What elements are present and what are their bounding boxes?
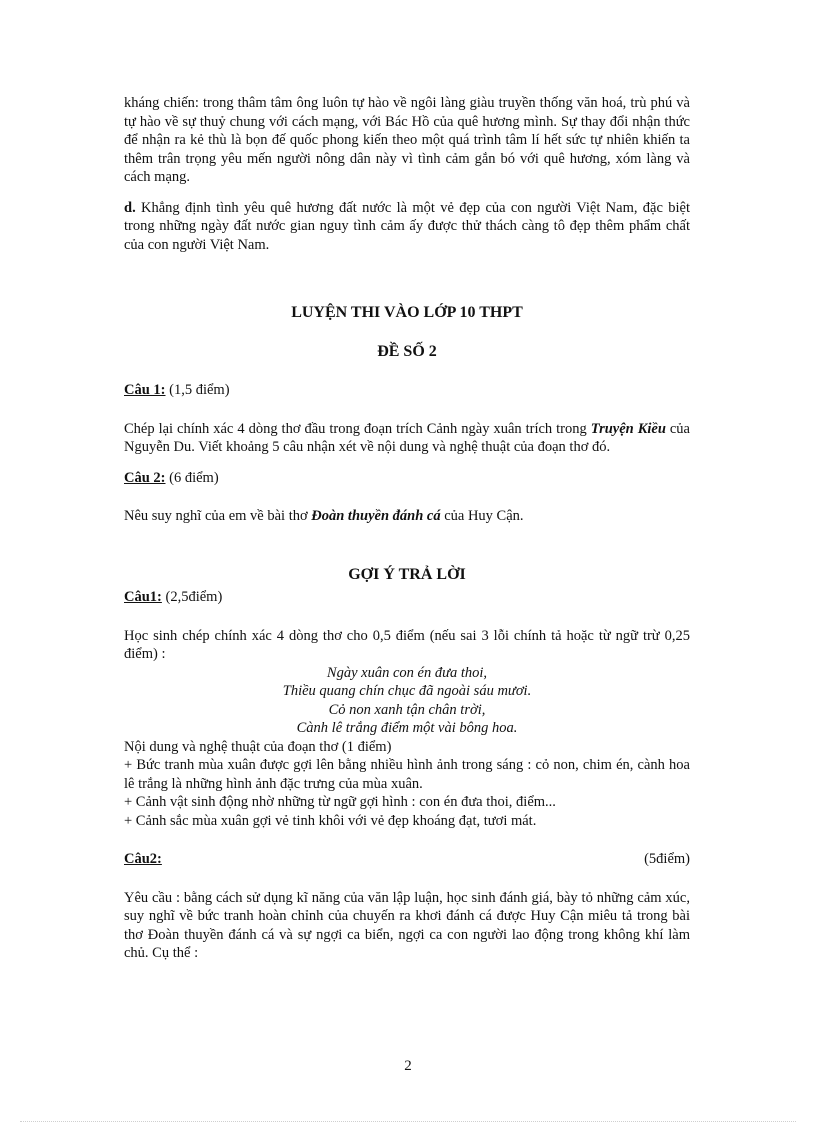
- question-1-text-b: của Nguyễn Du. Viết khoảng 5 câu nhận xét về nội dung và nghệ thuật của đoạn thơ đó.: [124, 420, 690, 455]
- question-1-points: (1,5 điểm): [165, 382, 230, 398]
- question-1-header: [124, 381, 690, 400]
- answer-1-label: Câu1:: [124, 589, 162, 605]
- poem-line: Thiều quang chín chục đã ngoài sáu mươi.: [282, 683, 532, 699]
- question-1-text-a: Chép lại chính xác 4 dòng thơ đầu trong đoạn trích Cảnh ngày xuân trích trong: [124, 420, 591, 437]
- page-number: 2: [404, 1058, 412, 1074]
- answer-1-header: [124, 588, 690, 607]
- question-2-text: [124, 507, 690, 526]
- paragraph-d-text: Khẳng định tình yêu quê hương đất nước là một vẻ đẹp của con người Việt Nam, đặc biệt trong những ngày đất nước gian nguy tình cảm ấy được thử thách càng tô đẹp thêm phẩm chất của con người Việt Nam.: [124, 199, 690, 253]
- question-1-label: Câu 1:: [124, 382, 166, 398]
- question-1-work-title: Truyện Kiều: [590, 420, 666, 437]
- poem-line: Ngày xuân con én đưa thoi,: [326, 664, 488, 681]
- bullet-item: + Cảnh vật sinh động nhờ những từ ngữ gợi hình : con én đưa thoi, điểm...: [124, 794, 556, 810]
- answer-1-points: (2,5điểm): [161, 589, 223, 605]
- page-bottom-divider: [20, 1121, 796, 1122]
- poem-line: Cỏ non xanh tận chân trời,: [328, 701, 486, 718]
- answer-1-text: Học sinh chép chính xác 4 dòng thơ cho 0,5 điểm (nếu sai 3 lỗi chính tả hoặc từ ngữ trừ 0,25 điểm) :: [124, 627, 690, 662]
- question-2-text-b: của Huy Cận.: [440, 508, 524, 524]
- answer-2-label: Câu2:: [124, 851, 162, 867]
- bullet-item: + Bức tranh mùa xuân được gợi lên bằng nhiều hình ảnh trong sáng : cỏ non, chim én, cành hoa lê trắng là những hình ảnh đặc trưng của mùa xuân.: [124, 757, 690, 792]
- question-2-header: [124, 469, 690, 488]
- poem-line: Cành lê trắng điểm một vài bông hoa.: [296, 720, 518, 736]
- exam-subtitle: ĐỀ SỐ 2: [377, 342, 437, 360]
- question-2-work-title: Đoàn thuyền đánh cá: [311, 508, 441, 524]
- question-2-points: (6 điểm): [165, 469, 219, 486]
- item-label-d: d.: [124, 199, 136, 216]
- paragraph-continuation: kháng chiến: trong thâm tâm ông luôn tự hào về ngôi làng giàu truyền thống văn hoá, trù phú và tự hào về sự thuỷ chung với cách mạng, với Bác Hồ của quê hương mình. Sự thay đổi nhận thức để nhận ra kẻ thù là bọn đế quốc phong kiến theo một quá trình tâm lí hết sức tự nhiên khiến ta thêm trân trọng yêu mến người nông dân này vì tình cảm gắn bó với quê hương, xóm làng và cách mạng.: [124, 95, 690, 185]
- bullet-item: + Cảnh sắc mùa xuân gợi vẻ tinh khôi với vẻ đẹp khoáng đạt, tươi mát.: [124, 812, 537, 829]
- answers-title: GỢI Ý TRẢ LỜI: [348, 565, 466, 583]
- answer-2-points: (5điểm): [644, 851, 690, 867]
- answer-2-text: Yêu cầu : bằng cách sử dụng kĩ năng của văn lập luận, học sinh đánh giá, bày tỏ những cảm xúc, suy nghĩ về bức tranh hoàn chỉnh của chuyến ra khơi đánh cá được Huy Cận miêu tả trong bài thơ Đoàn thuyền đánh cá và sự ngợi ca biển, ngợi ca con người lao động trong không khí làm chủ. Cụ thể :: [124, 889, 690, 961]
- question-2-text-a: Nêu suy nghĩ của em về bài thơ: [124, 508, 312, 524]
- exam-title: LUYỆN THI VÀO LỚP 10 THPT: [291, 304, 523, 321]
- question-2-label: Câu 2:: [124, 469, 166, 486]
- paragraph-d: [124, 199, 690, 255]
- content-heading: Nội dung và nghệ thuật của đoạn thơ (1 điểm): [124, 738, 392, 755]
- document-body: [124, 94, 690, 963]
- answer-2-header: [124, 850, 690, 869]
- question-1-text: [124, 420, 690, 457]
